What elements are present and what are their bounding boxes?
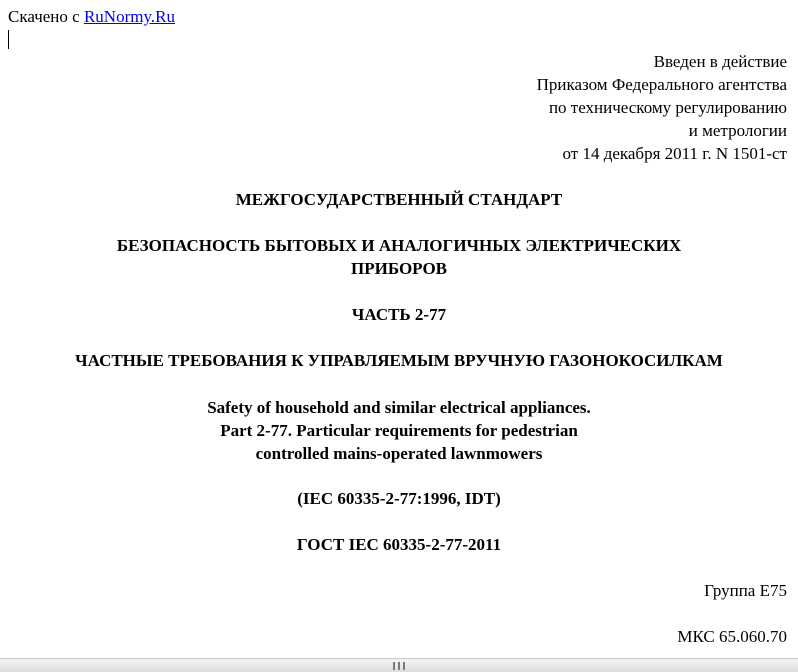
source-line [8,5,175,28]
enactment-line: Приказом Федерального агентства [536,75,787,94]
text-cursor [8,30,9,49]
standard-type-heading: МЕЖГОСУДАРСТВЕННЫЙ СТАНДАРТ [235,190,563,209]
enactment-notice [287,50,787,165]
horizontal-scrollbar[interactable] [0,658,798,672]
scrollbar-grip-icon[interactable] [393,662,405,670]
enactment-line: от 14 декабря 2011 г. N 1501-ст [562,144,787,163]
enactment-line: по техническому регулированию [548,98,787,117]
part-heading: ЧАСТЬ 2-77 [351,305,447,324]
iec-reference: (IEC 60335-2-77:1996, IDT) [297,489,501,508]
runormy-link[interactable]: RuNormy.Ru [83,7,175,26]
enactment-line: Введен в действие [653,52,787,71]
classification-group: Группа Е75 [704,581,787,600]
safety-heading: БЕЗОПАСНОСТЬ БЫТОВЫХ И АНАЛОГИЧНЫХ ЭЛЕКТРИЧЕСКИХ ПРИБОРОВ [116,236,682,278]
enactment-line: и метрологии [688,121,787,140]
english-title-line: Safety of household and similar electrical appliances. [207,398,591,417]
english-title-line: Part 2-77. Particular requirements for pedestrian [220,421,578,440]
gost-number: ГОСТ IEC 60335-2-77-2011 [296,535,502,554]
mks-code: МКС 65.060.70 [677,627,787,646]
english-title-line: controlled mains-operated lawnmowers [255,444,543,463]
english-title [0,396,798,465]
source-prefix: Скачено с [8,7,84,26]
particular-requirements-heading: ЧАСТНЫЕ ТРЕБОВАНИЯ К УПРАВЛЯЕМЫМ ВРУЧНУЮ ГАЗОНОКОСИЛКАМ [75,351,723,370]
